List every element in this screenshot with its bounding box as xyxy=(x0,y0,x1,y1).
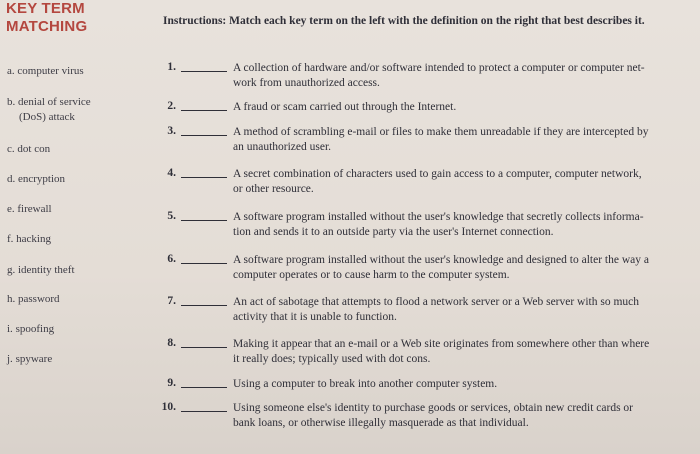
key-term: h. password xyxy=(7,293,60,305)
key-term: g. identity theft xyxy=(7,264,75,276)
key-term: a. computer virus xyxy=(7,65,84,77)
key-term: f. hacking xyxy=(7,233,51,245)
instructions-text: Instructions: Match each key term on the left with the definition on the right that best describes it. xyxy=(163,15,645,27)
key-term: c. dot con xyxy=(7,143,51,155)
section-heading xyxy=(6,0,87,36)
answer-blank[interactable] xyxy=(181,347,227,348)
answer-blank[interactable] xyxy=(181,71,227,72)
answer-blank[interactable] xyxy=(181,387,227,388)
heading-line-1: KEY TERM xyxy=(6,0,85,17)
answer-blank[interactable] xyxy=(181,135,227,136)
answer-blank[interactable] xyxy=(181,110,227,111)
key-term: j. spyware xyxy=(7,353,53,365)
worksheet-page: KEY TERM MATCHING Instructions: Match each key term on the left with the definition on the right that best describes it. a. computer virus b. denial of service (DoS) attack c. dot con d. encryption e. firewall f. hacking g. identity theft h. password i. spoofing j. spyware 1. A collection of hardware and/or software intended to protect a computer or computer net- work from unauthorized access. 2. A fraud or scam carried out through the Internet. 3. A method of scrambling e-mail or files to make them unreadable if they are intercepted by an unauthorized user. 4. A secret combination of characters used to gain access to a computer, computer network, or other resource. 5. A software program installed without the user's knowledge that secretly collects informa- tion and sends it to an outside party via the user's Internet connection. 6. A software program installed without the user's knowledge and designed to alter the way a computer operates or to cause harm to the computer system. 7. An act of sabotage that attempts to flood a network server or a Web server with so much activity that it is unable to function. 8. Making it appear that an e-mail or a Web site originates from somewhere other than where it really does; typically used with dot cons. 9. Using a computer to break into another computer system. 10. Using someone else's identity to purchase goods or services, obtain new credit cards or bank loans, or otherwise illegally masquerade as that individual. xyxy=(6,0,650,429)
key-term: d. encryption xyxy=(7,173,66,185)
answer-blank[interactable] xyxy=(181,263,227,264)
answer-blank[interactable] xyxy=(181,177,227,178)
key-term: b. denial of service (DoS) attack xyxy=(7,96,91,123)
answer-blank[interactable] xyxy=(181,305,227,306)
key-term: e. firewall xyxy=(7,203,52,215)
heading-line-2: MATCHING xyxy=(6,18,88,35)
answer-blank[interactable] xyxy=(181,411,227,412)
answer-blank[interactable] xyxy=(181,220,227,221)
key-term: i. spoofing xyxy=(7,323,55,335)
